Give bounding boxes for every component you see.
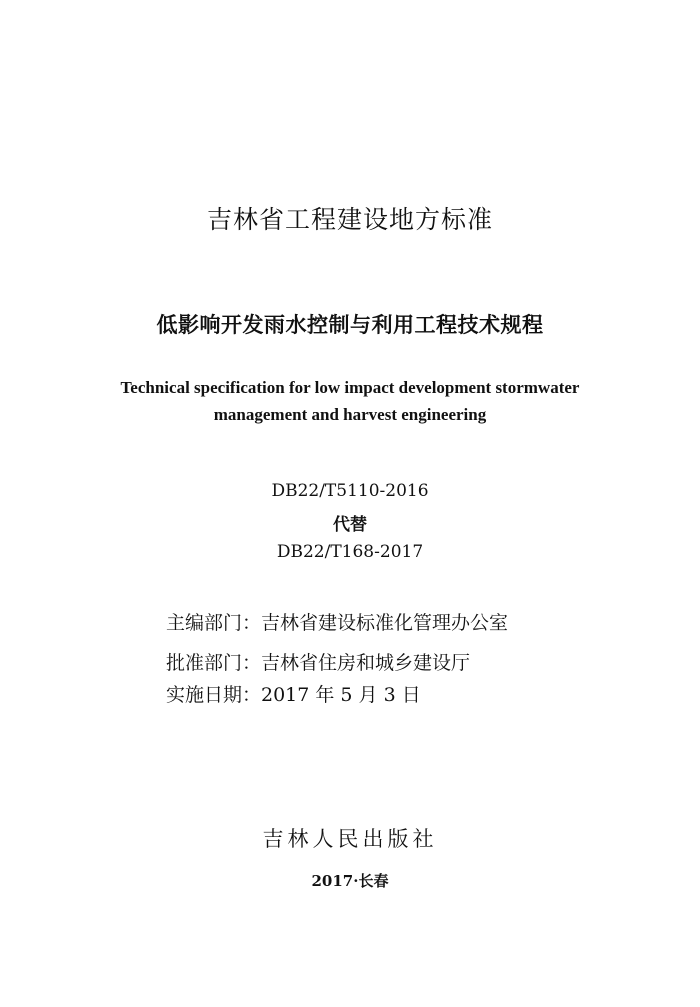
main-title: 吉林省工程建设地方标准	[206, 205, 493, 234]
approver-department: 批准部门：吉林省住房和城乡建设厅	[166, 652, 471, 674]
editor-department: 主编部门：吉林省建设标准化管理办公室	[166, 612, 509, 634]
replaced-code: DB22/T168-2017	[276, 542, 424, 562]
english-title-line-1: Technical specification for low impact development stormwater	[120, 378, 580, 397]
replace-label: 代替	[333, 515, 367, 535]
english-title-line-2: management and harvest engineering	[213, 405, 487, 424]
sub-title: 低影响开发雨水控制与利用工程技术规程	[156, 313, 544, 337]
publisher-name: 吉林人民出版社	[262, 827, 438, 851]
publication-place-date: 2017·长春	[311, 872, 389, 890]
effective-date: 实施日期：2017 年 5 月 3 日	[166, 684, 421, 706]
standard-code: DB22/T5110-2016	[271, 481, 429, 501]
